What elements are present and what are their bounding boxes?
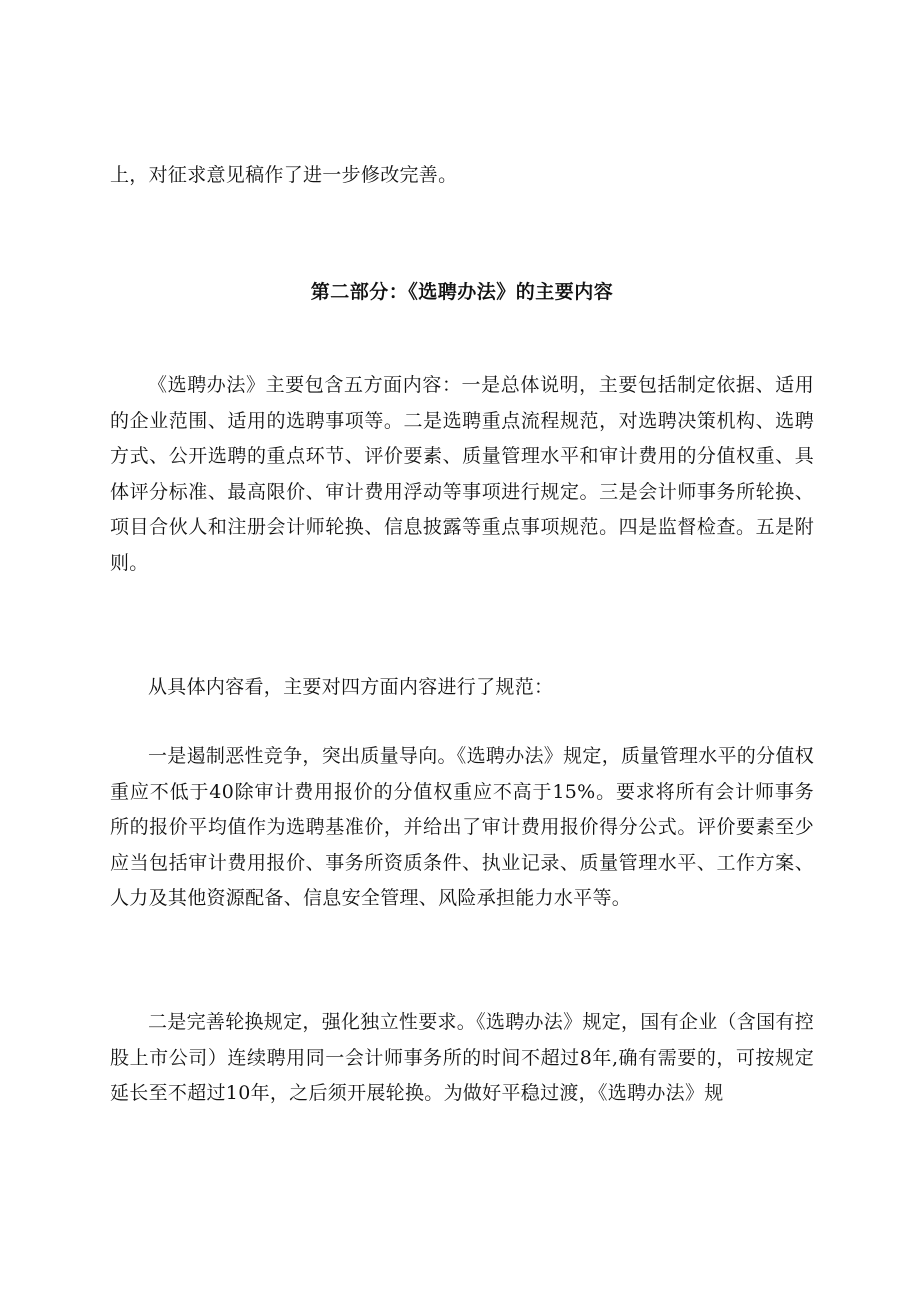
paragraph-overview: 《选聘办法》主要包含五方面内容：一是总体说明，主要包括制定依据、适用的企业范围、适用的选聘事项等。二是选聘重点流程规范，对选聘决策机构、选聘方式、公开选聘的重点环节、评价要素、质量管理水平和审计费用的分值权重、具体评分标准、最高限价、审计费用浮动等事项进行规定。三是会计师事务所轮换、项目合伙人和注册会计师轮换、信息披露等重点事项规范。四是监督检查。五是附则。	[110, 374, 814, 574]
continuation-paragraph: 上，对征求意见稿作了进一步修改完善。	[110, 164, 458, 186]
section-heading: 第二部分：《选聘办法》的主要内容	[310, 281, 614, 303]
paragraph-intro-four-aspects: 从具体内容看，主要对四方面内容进行了规范：	[148, 676, 554, 698]
paragraph-point-two: 二是完善轮换规定，强化独立性要求。《选聘办法》规定，国有企业（含国有控股上市公司）连续聘用同一会计师事务所的时间不超过8年,确有需要的，可按规定延长至不超过10年，之后须开展轮换。为做好平稳过渡，《选聘办法》规	[110, 1011, 815, 1104]
paragraph-point-one: 一是遏制恶性竞争，突出质量导向。《选聘办法》规定，质量管理水平的分值权重应不低于40除审计费用报价的分值权重应不高于15%。要求将所有会计师事务所的报价平均值作为选聘基准价，并给出了审计费用报价得分公式。评价要素至少应当包括审计费用报价、事务所资质条件、执业记录、质量管理水平、工作方案、人力及其他资源配备、信息安全管理、风险承担能力水平等。	[110, 745, 815, 909]
